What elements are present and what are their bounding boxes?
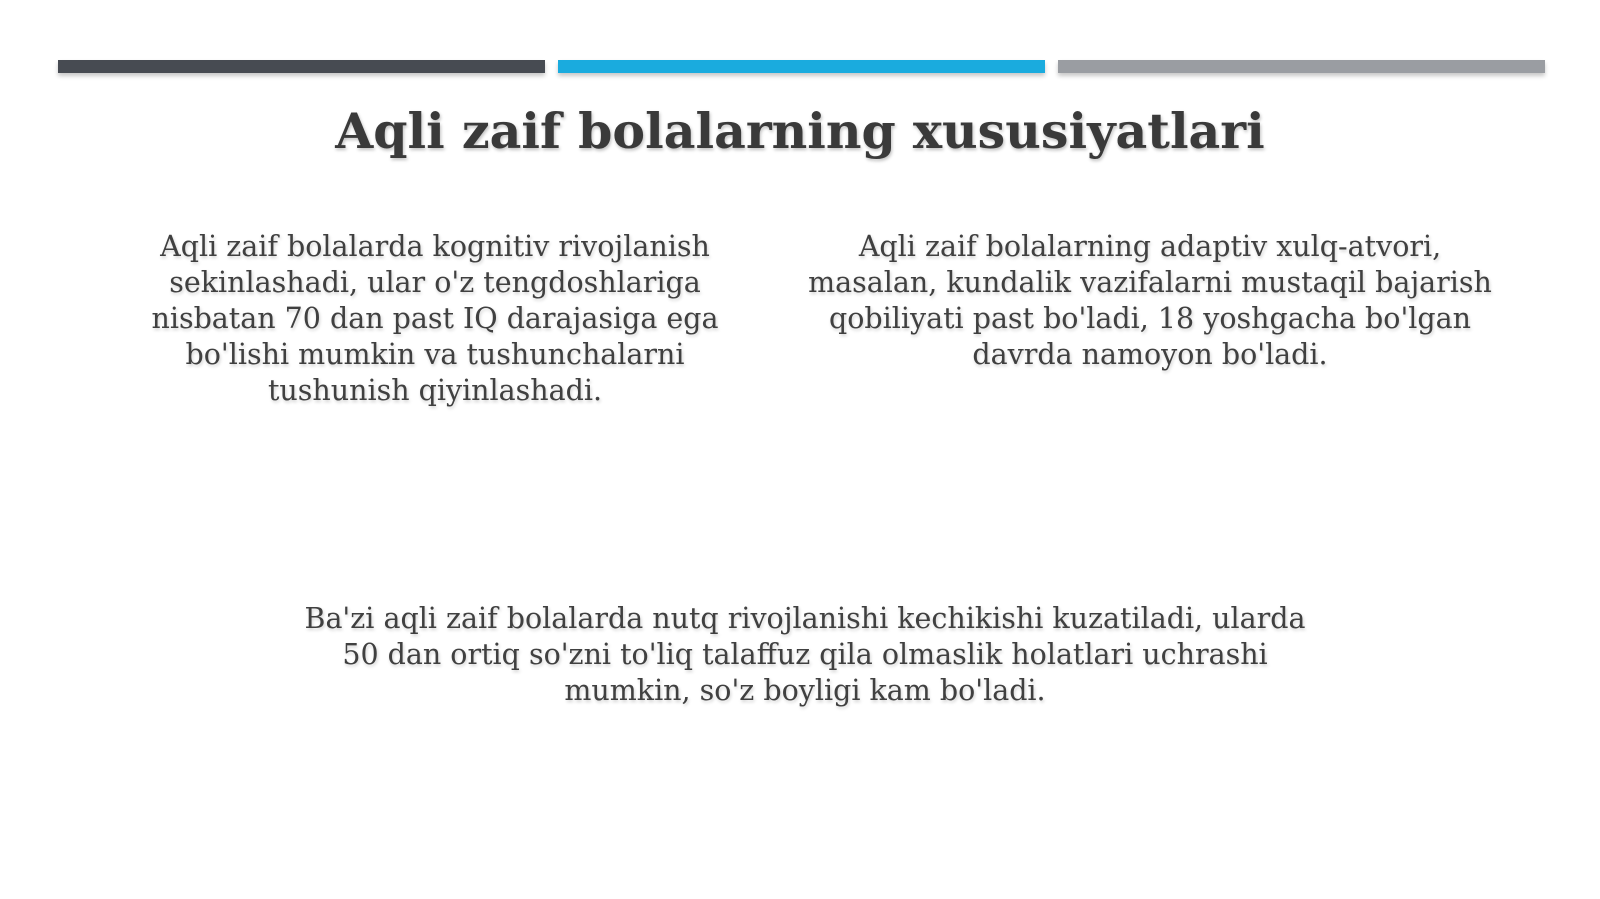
slide-title: Aqli zaif bolalarning xususiyatlari	[335, 102, 1265, 160]
accent-bar-dark	[58, 60, 545, 73]
paragraph-cognitive-development: Aqli zaif bolalarda kognitiv rivojlanish sekinlashadi, ular o'z tengdoshlariga nisbatan 70 dan past IQ darajasiga ega bo'lishi mumkin va tushunchalarni tushunish qiyinlashadi.	[151, 230, 719, 407]
accent-bar-gray	[1058, 60, 1545, 73]
paragraph-speech-development: Ba'zi aqli zaif bolalarda nutq rivojlanishi kechikishi kuzatiladi, ularda 50 dan ortiq so'zni to'liq talaffuz qila olmaslik holatlari uchrashi mumkin, so'z boyligi kam bo'ladi.	[304, 602, 1306, 707]
paragraph-adaptive-behavior: Aqli zaif bolalarning adaptiv xulq-atvori, masalan, kundalik vazifalarni mustaqil bajarish qobiliyati past bo'ladi, 18 yoshgacha bo'lgan davrda namoyon bo'ladi.	[808, 230, 1492, 371]
accent-bar-blue	[558, 60, 1045, 73]
